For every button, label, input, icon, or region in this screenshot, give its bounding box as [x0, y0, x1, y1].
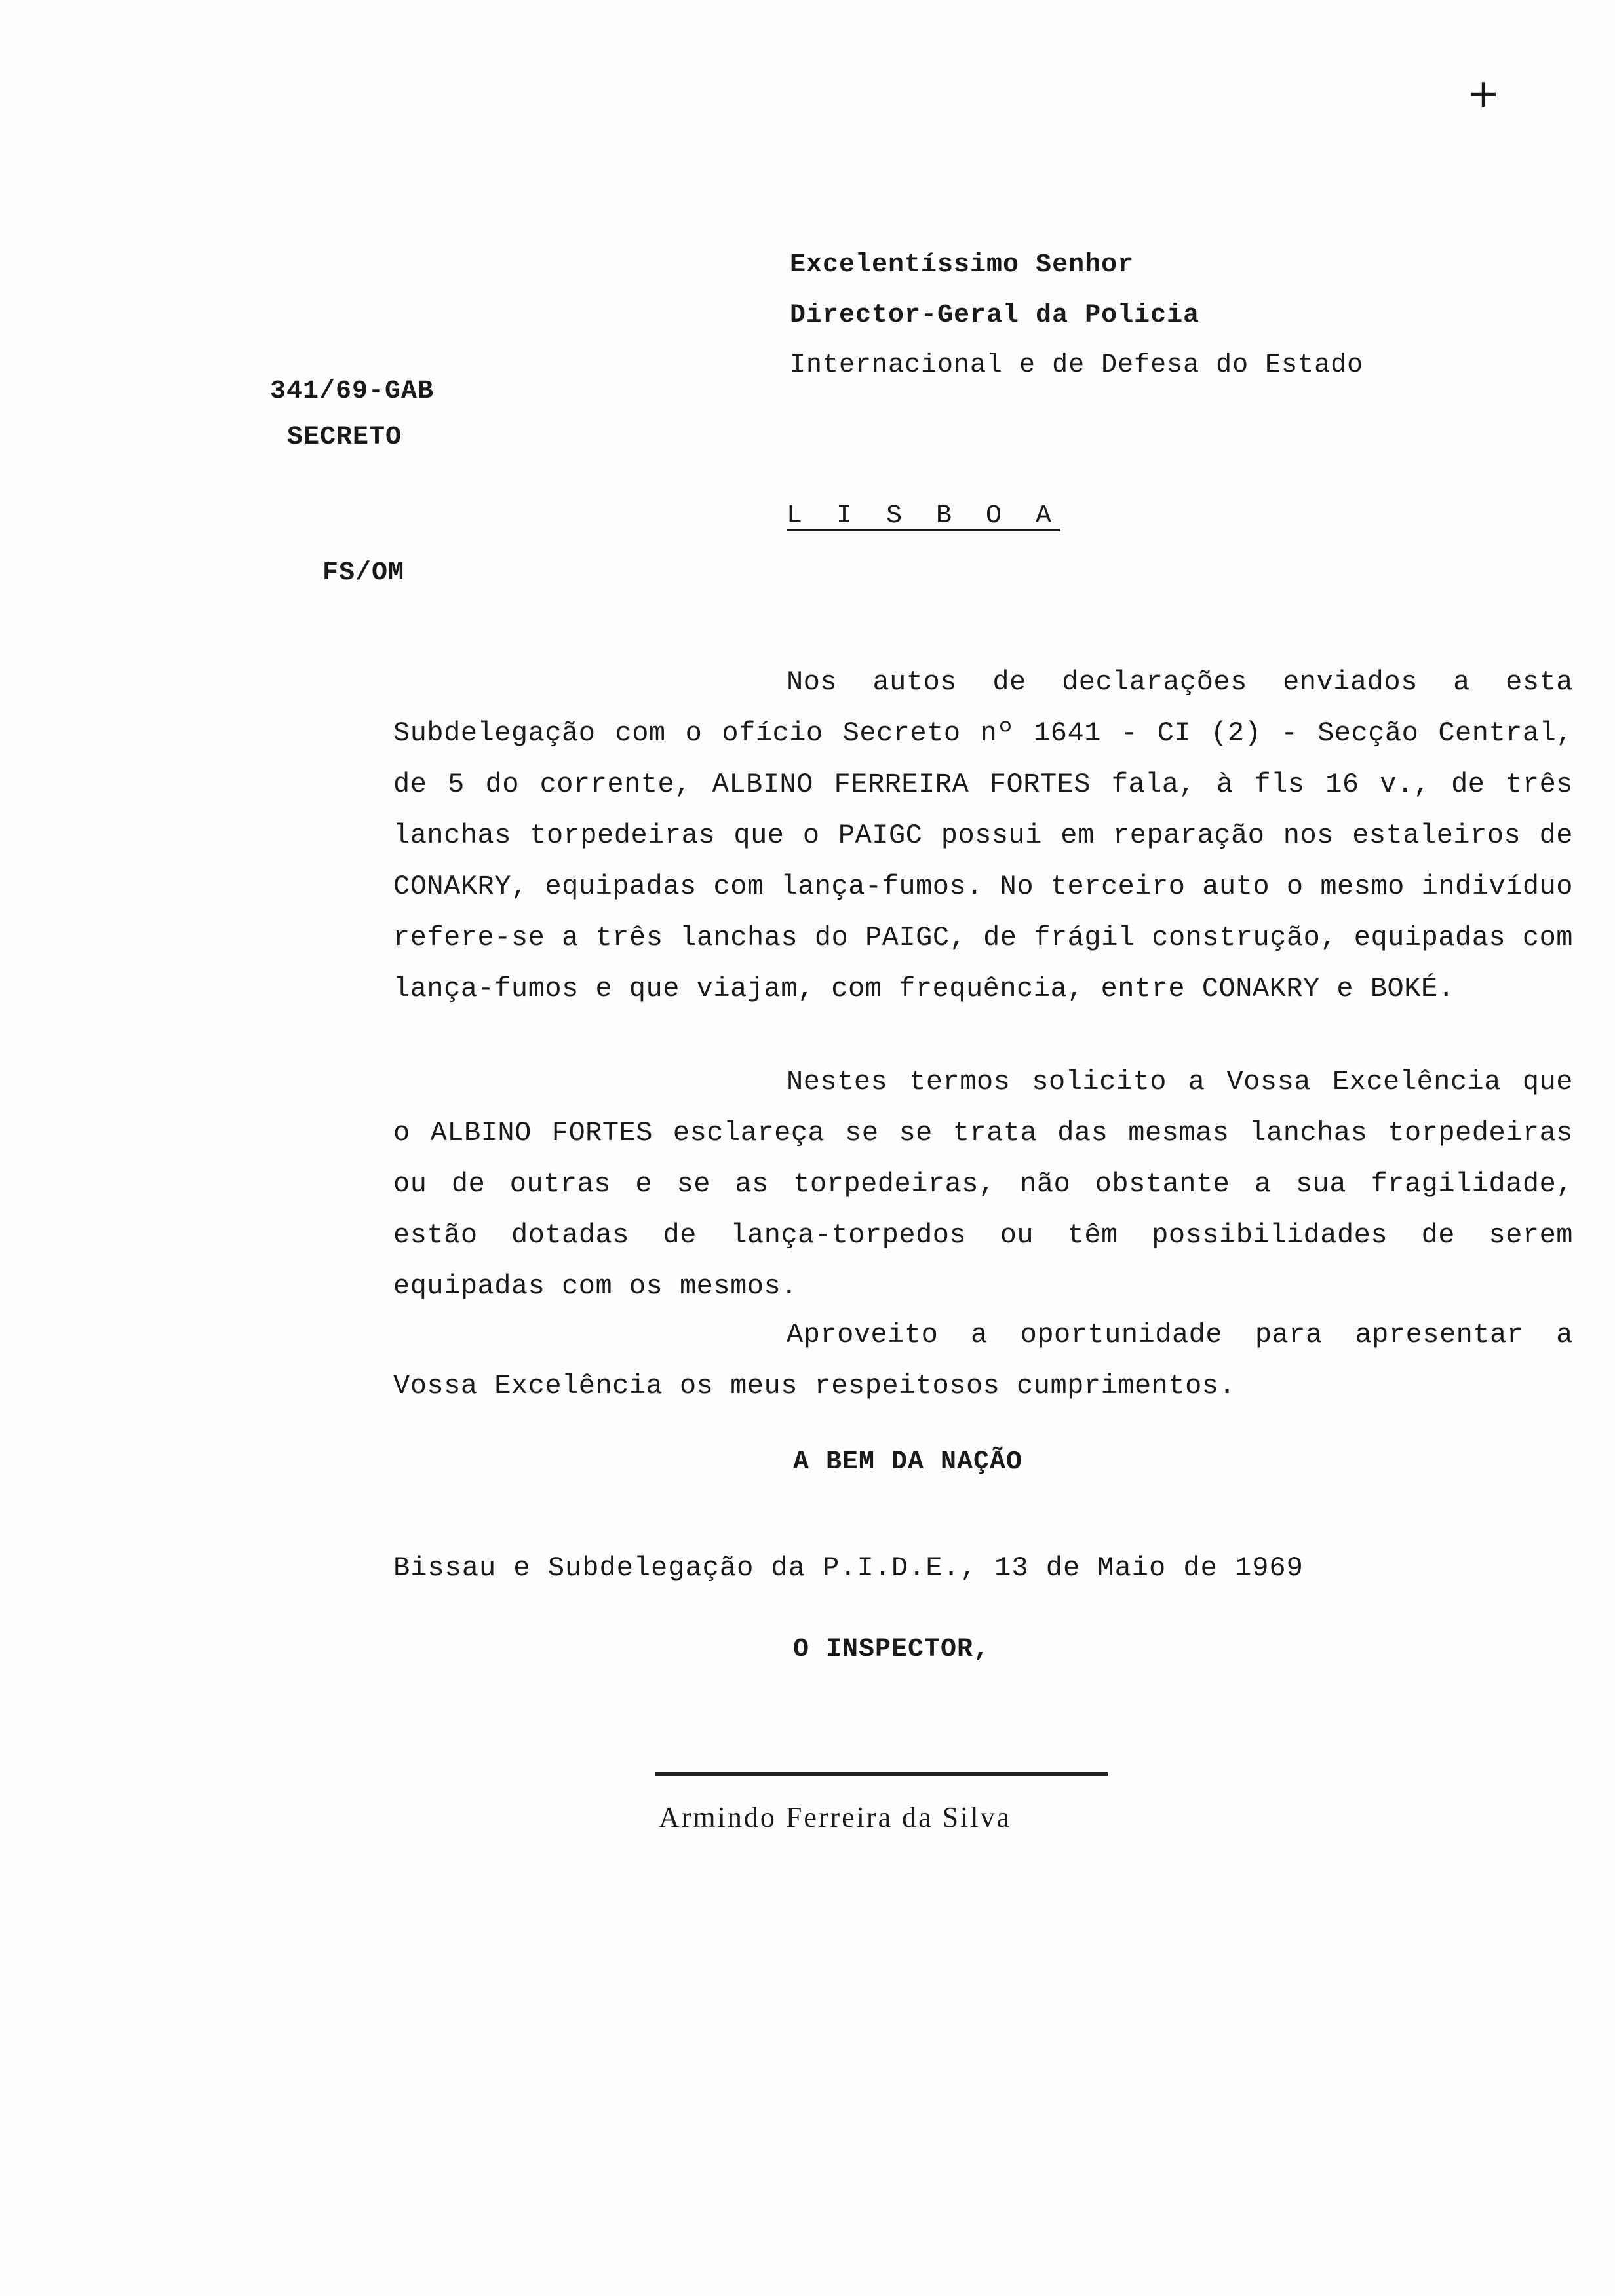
- paragraph-3-text: Aproveito a oportunidade para apresentar a Vossa Excelência os meus respeitosos cumprimentos.: [393, 1319, 1573, 1402]
- signatory-title: O INSPECTOR,: [793, 1635, 990, 1664]
- paragraph-2-text: Nestes termos solicito a Vossa Excelência que o ALBINO FORTES esclareça se se trata das mesmas lanchas torpedeiras ou de outras e se as torpedeiras, não obstante a sua fragilidade, estão dotadas de lança-torpedos ou têm possibilidades de serem equipadas com os mesmos.: [393, 1066, 1573, 1302]
- page-mark: +: [1467, 71, 1500, 117]
- reference-number: 341/69-GAB: [270, 377, 435, 406]
- addressee-line3: Internacional e de Defesa do Estado: [790, 351, 1364, 380]
- initials: FS/OM: [322, 558, 405, 588]
- body-paragraph-2: [393, 1056, 1573, 1312]
- signature-line: [655, 1772, 1108, 1776]
- classification: SECRETO: [287, 423, 402, 452]
- addressee-line2: Director-Geral da Policia: [790, 301, 1200, 330]
- paragraph-1-text: Nos autos de declarações enviados a esta Subdelegação com o ofício Secreto nº 1641 - CI (2) - Secção Central, de 5 do corrente, ALBINO FERREIRA FORTES fala, à fls 16 v., de três lanchas torpedeiras que o PAIGC possui em reparação nos estaleiros de CONAKRY, equipadas com lança-fumos. No terceiro auto o mesmo indivíduo refere-se a três lanchas do PAIGC, de frágil construção, equipadas com lança-fumos e que viajam, com frequência, entre CONAKRY e BOKÉ.: [393, 666, 1573, 1004]
- addressee-city: L I S B O A: [787, 501, 1061, 531]
- place-date: Bissau e Subdelegação da P.I.D.E., 13 de Maio de 1969: [393, 1552, 1304, 1584]
- body-paragraph-3: [393, 1309, 1573, 1411]
- signatory-name: Armindo Ferreira da Silva: [659, 1801, 1012, 1833]
- addressee-line1: Excelentíssimo Senhor: [790, 250, 1135, 280]
- motto: A BEM DA NAÇÃO: [793, 1447, 1023, 1477]
- body-paragraph-1: [393, 657, 1573, 1014]
